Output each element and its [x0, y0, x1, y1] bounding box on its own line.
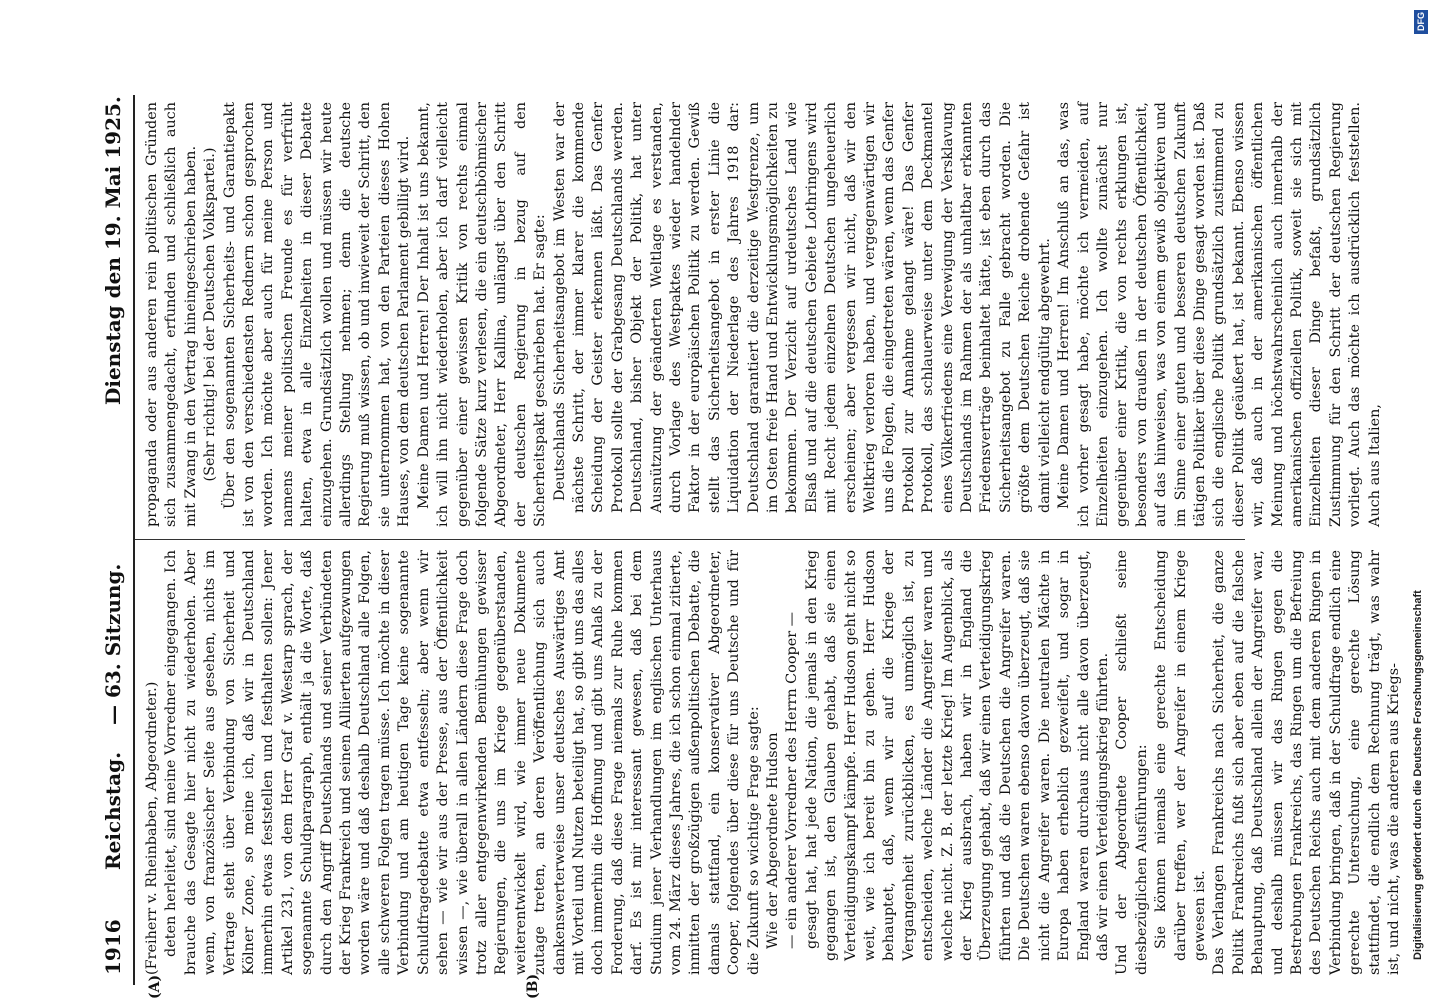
right-column	[143, 102, 1385, 527]
paragraph: Über den sogenannten Sicherheits- und Garantiepakt ist von den verschiedensten Rednern schon gesprochen worden. Ich möchte aber auch für meine Person und namens meiner politischen Freunde es für verfrüht halten, etwa in alle Einzelheiten in dieser Debatte einzugehen. Grundsätzlich wollen und müssen wir heute allerdings Stellung nehmen; denn die deutsche Regierung muß wissen, ob und inwieweit der Schritt, den sie unternommen hat, von den Parteien dieses Hohen Hauses, von dem deutschen Parlament gebilligt wird.	[221, 102, 413, 527]
margin-marker-a: (A)	[147, 974, 163, 999]
chamber-title: Reichstag.	[101, 751, 125, 870]
paragraph: propaganda oder aus anderen rein politischen Gründen sich zusammengedacht, erfunden und schließlich auch mit Zwang in den Vertrag hineingeschrieben haben.	[144, 102, 199, 527]
quote-line: Wie der Abgeordnete Hudson	[765, 732, 781, 949]
header-rule	[133, 95, 135, 985]
page-header	[95, 95, 131, 985]
page-number: 1916	[101, 919, 125, 975]
paragraph: Und der Abgeordnete Cooper schließt seine diesbezüglichen Ausführungen:	[1114, 550, 1150, 975]
quote-line: — ein anderer Vorredner des Herrn Cooper —	[784, 611, 801, 949]
session-date: Dienstag den 19. Mai 1925.	[101, 96, 125, 405]
paragraph: Meine Damen und Herren! Der Inhalt ist uns bekannt, ich will ihn nicht wiederholen, aber ich darf vielleicht gegenüber einer gewissen Kritik von rechts einmal folgende Sätze kurz verlesen, die ein deutschböhmischer Abgeordneter, Herr Kallina, unlängst über den Schritt der deutschen Regierung in bezug auf den Sicherheitspakt geschrieben hat. Er sagte:	[415, 102, 549, 527]
paragraph: Das Verlangen Frankreichs nach Sicherheit, die ganze Politik Frankreichs fußt sich aber eben auf die falsche Behauptung, daß Deutschland allein der Angreifer war, und deshalb müssen wir das Ringen gegen die Bestrebungen Frankreichs, das Ringen um die Befreiung des Deutschen Reichs auch mit dem anderen Ringen in Verbindung bringen, daß in der Schuldfrage endlich eine gerechte Untersuchung, eine gerechte Lösung stattfindet, die endlich dem Rechnung trägt, was wahr ist, und nicht, was die anderen aus Kriegs-	[1211, 550, 1402, 975]
funding-note	[1408, 40, 1428, 960]
margin-marker-b: (B)	[525, 973, 541, 999]
document-page	[95, 95, 1402, 999]
paragraph: deten herleitet, sind meine Vorredner eingegangen. Ich brauche das Gesagte hier nicht zu wiederholen. Aber wenn, von französischer Seite aus gesehen, nichts im Vertrage steht über Verbindung von Sicherheit und Kölner Zone, so meine ich, daß wir in Deutschland immerhin etwas feststellen und festhalten sollen: Jener Artikel 231, von dem Herr Graf v. Westarp sprach, der sogenannte Schuldparagraph, enthält ja die Worte, daß durch den Angriff Deutschlands und seiner Verbündeten der Krieg Frankreich und seinen Alliierten aufgezwungen worden wäre und daß deshalb Deutschland alle Folgen, alle schweren Folgen tragen müsse. Ich möchte in dieser Verbindung und am heutigen Tage keine sogenannte Schuldfragedebatte etwa entfesseln; aber wenn wir sehen — wie wir aus der Presse, aus der Öffentlichkeit wissen —, wie überall in allen Ländern diese Frage doch trotz aller entgegenwirkenden Bemühungen gewisser Regierungen, die uns im Kriege gegenüberstanden, weiterentwickelt wird, wie immer neue Dokumente zutage treten, an deren Veröffentlichung sich auch dankenswerterweise unser deutsches Auswärtiges Amt mit Vorteil und Nutzen beteiligt hat, so gibt uns das alles doch immerhin die Hoffnung und gibt uns Anlaß zu der Forderung, daß diese Frage niemals zur Ruhe kommen darf. Es ist mir interessant gewesen, daß bei dem Studium jener Verhandlungen im englischen Unterhaus vom 24. März dieses Jahres, die ich schon einmal zitierte, inmitten der großzügigen außenpolitischen Debatte, die damals stattfand, ein konservativer Abgeordneter, Cooper, folgendes über diese für uns Deutsche und für die Zukunft so wichtige Frage sagte:	[163, 550, 762, 975]
quote-paragraph: gesagt hat, hat jede Nation, die jemals in den Krieg gegangen ist, den Glauben gehabt, daß sie einen Verteidigungskampf kämpfe. Herr Hudson geht nicht so weit, wie ich bereit bin zu gehen. Herr Hudson behauptet, daß, wenn wir auf die Kriege der Vergangenheit zurückblicken, es unmöglich ist, zu entscheiden, welche Länder die Angreifer waren und welche nicht. Z. B. der letzte Krieg! Im Augenblick, als der Krieg ausbrach, haben wir in England die Überzeugung gehabt, daß wir einen Verteidigungskrieg führten und daß die Deutschen die Angreifer waren. Die Deutschen waren ebenso davon überzeugt, daß sie nicht die Angreifer waren. Die neutralen Mächte in Europa haben erheblich gezweifelt, und sogar in England waren durchaus nicht alle davon überzeugt, daß wir einen Verteidigungskrieg führten.	[803, 550, 1111, 961]
funding-note-text: Digitalisierung gefördert durch die Deutsche Forschungsgemeinschaft	[1412, 590, 1424, 960]
paragraph: Meine Damen und Herren! Im Anschluß an das, was ich vorher gesagt habe, möchte ich vermeiden, auf Einzelheiten einzugehen. Ich wollte zunächst nur gegenüber einer Kritik, die von rechts erklungen ist, besonders von draußen in der deutschen Öffentlichkeit, auf das hinweisen, was von einem gewiß objektiven und im Sinne einer guten und besseren deutschen Zukunft tätigen Politiker über diese Dinge gesagt worden ist. Daß sich die englische Politik grundsätzlich zustimmend zu dieser Politik geäußert hat, ist bekannt. Ebenso wissen wir, daß auch in der amerikanischen öffentlichen Meinung und höchstwahrscheinlich auch innerhalb der amerikanischen offiziellen Politik, soweit sie sich mit Einzelheiten dieser Dinge befaßt, grundsätzlich Zustimmung für den Schritt der deutschen Regierung vorliegt. Auch das möchte ich ausdrücklich feststellen. Auch aus Italien,	[1056, 102, 1383, 527]
column-divider	[135, 539, 1245, 540]
quote-paragraph: Sie können niemals eine gerechte Entscheidung darüber treffen, wer der Angreifer in einem Kriege gewesen ist.	[1153, 550, 1208, 961]
left-column	[143, 550, 1404, 975]
speaker-line: (Freiherr v. Rheinbaben, Abgeordneter.)	[144, 681, 160, 975]
rotated-page-wrapper	[95, 95, 1402, 999]
dfg-logo: DFG	[1414, 10, 1428, 34]
session-title: — 63. Sitzung.	[101, 563, 125, 725]
interjection: (Sehr richtig! bei der Deutschen Volkspartei.)	[202, 147, 219, 482]
quote-paragraph: Deutschlands Sicherheitsangebot im Westen war der nächste Schritt, der immer klarer die kommende Scheidung der Geister erkennen läßt. Das Genfer Protokoll sollte der Grabgesang Deutschlands werden. Deutschland, bisher Objekt der Politik, hat unter Ausnützung der geänderten Weltlage es verstanden, durch Vorlage des Westpaktes wieder handelnder Faktor in der europäischen Politik zu werden. Gewiß stellt das Sicherheitsangebot in erster Linie die Liquidation der Niederlage des Jahres 1918 dar: Deutschland garantiert die derzeitige Westgrenze, um im Osten freie Hand und Entwicklungsmöglichkeiten zu bekommen. Der Verzicht auf urdeutsches Land wie Elsaß und auf die deutschen Gebiete Lothringens wird mit Recht jedem einzelnen Deutschen ungeheuerlich erscheinen; aber vergessen wir nicht, daß wir den Weltkrieg verloren haben, und vergegenwärtigen wir uns die Folgen, die eingetreten wären, wenn das Genfer Protokoll zur Annahme gelangt wäre! Das Genfer Protokoll, das schlauerweise unter dem Deckmantel eines Völkerfriedens eine Verewigung der Versklavung Deutschlands im Rahmen der als unhaltbar erkannten Friedensverträge beinhaltet hätte, ist eben durch das Sicherheitsangebot zu Falle gebracht worden. Die größte dem Deutschen Reiche drohende Gefahr ist damit vielleicht endgültig abgewehrt.	[551, 102, 1053, 513]
